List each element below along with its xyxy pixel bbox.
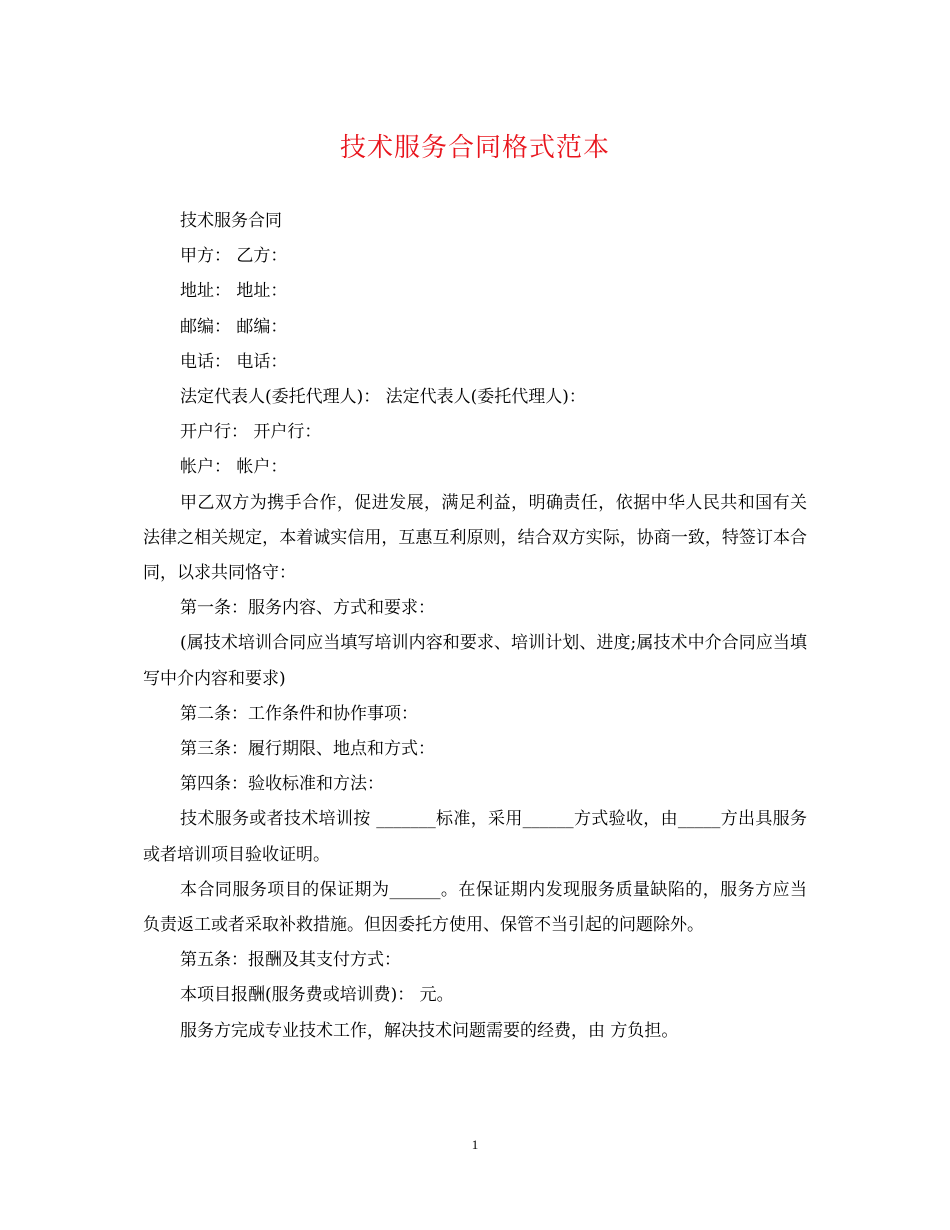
article-1-note: (属技术培训合同应当填写培训内容和要求、培训计划、进度;属技术中介合同应当填写中介内容和要求) [143,633,807,689]
warranty-paragraph: 本合同服务项目的保证期为______。在保证期内发现服务质量缺陷的，服务方应当负责返工或者采取补救措施。但因委托方使用、保管不当引起的问题除外。 [143,879,807,936]
page-number: 1 [471,1137,479,1152]
article-2-heading: 第二条：工作条件和协作事项： [180,703,418,724]
contract-heading: 技术服务合同 [180,211,282,231]
article-5-heading: 第五条：报酬及其支付方式： [180,950,401,971]
acceptance-paragraph: 技术服务或者技术培训按 _______标准，采用______方式验收，由_____方出具服务或者培训项目验收证明。 [143,809,807,865]
phone-line: 电话： 电话： [180,351,288,372]
document-title: 技术服务合同格式范本 [339,133,610,163]
postcode-line: 邮编： 邮编： [180,316,288,337]
party-line: 甲方： 乙方： [180,246,288,267]
expense-line: 服务方完成专业技术工作，解决技术问题需要的经费，由 方负担。 [180,1020,679,1041]
document-body [143,204,807,1049]
account-line: 帐户： 帐户： [180,457,288,478]
preamble-paragraph: 甲乙双方为携手合作，促进发展，满足利益，明确责任，依据中华人民共和国有关法律之相关规定，本着诚实信用，互惠互利原则，结合双方实际，协商一致，特签订本合同，以求共同恪守： [143,492,807,584]
address-line: 地址： 地址： [180,281,288,302]
fee-line: 本项目报酬(服务费或培训费)： 元。 [180,985,454,1006]
article-3-heading: 第三条：履行期限、地点和方式： [180,739,435,760]
representative-line: 法定代表人(委托代理人)： 法定代表人(委托代理人)： [180,387,586,408]
article-1-heading: 第一条：服务内容、方式和要求： [180,598,435,619]
article-4-heading: 第四条：验收标准和方法： [180,774,384,795]
bank-line: 开户行： 开户行： [180,422,322,443]
